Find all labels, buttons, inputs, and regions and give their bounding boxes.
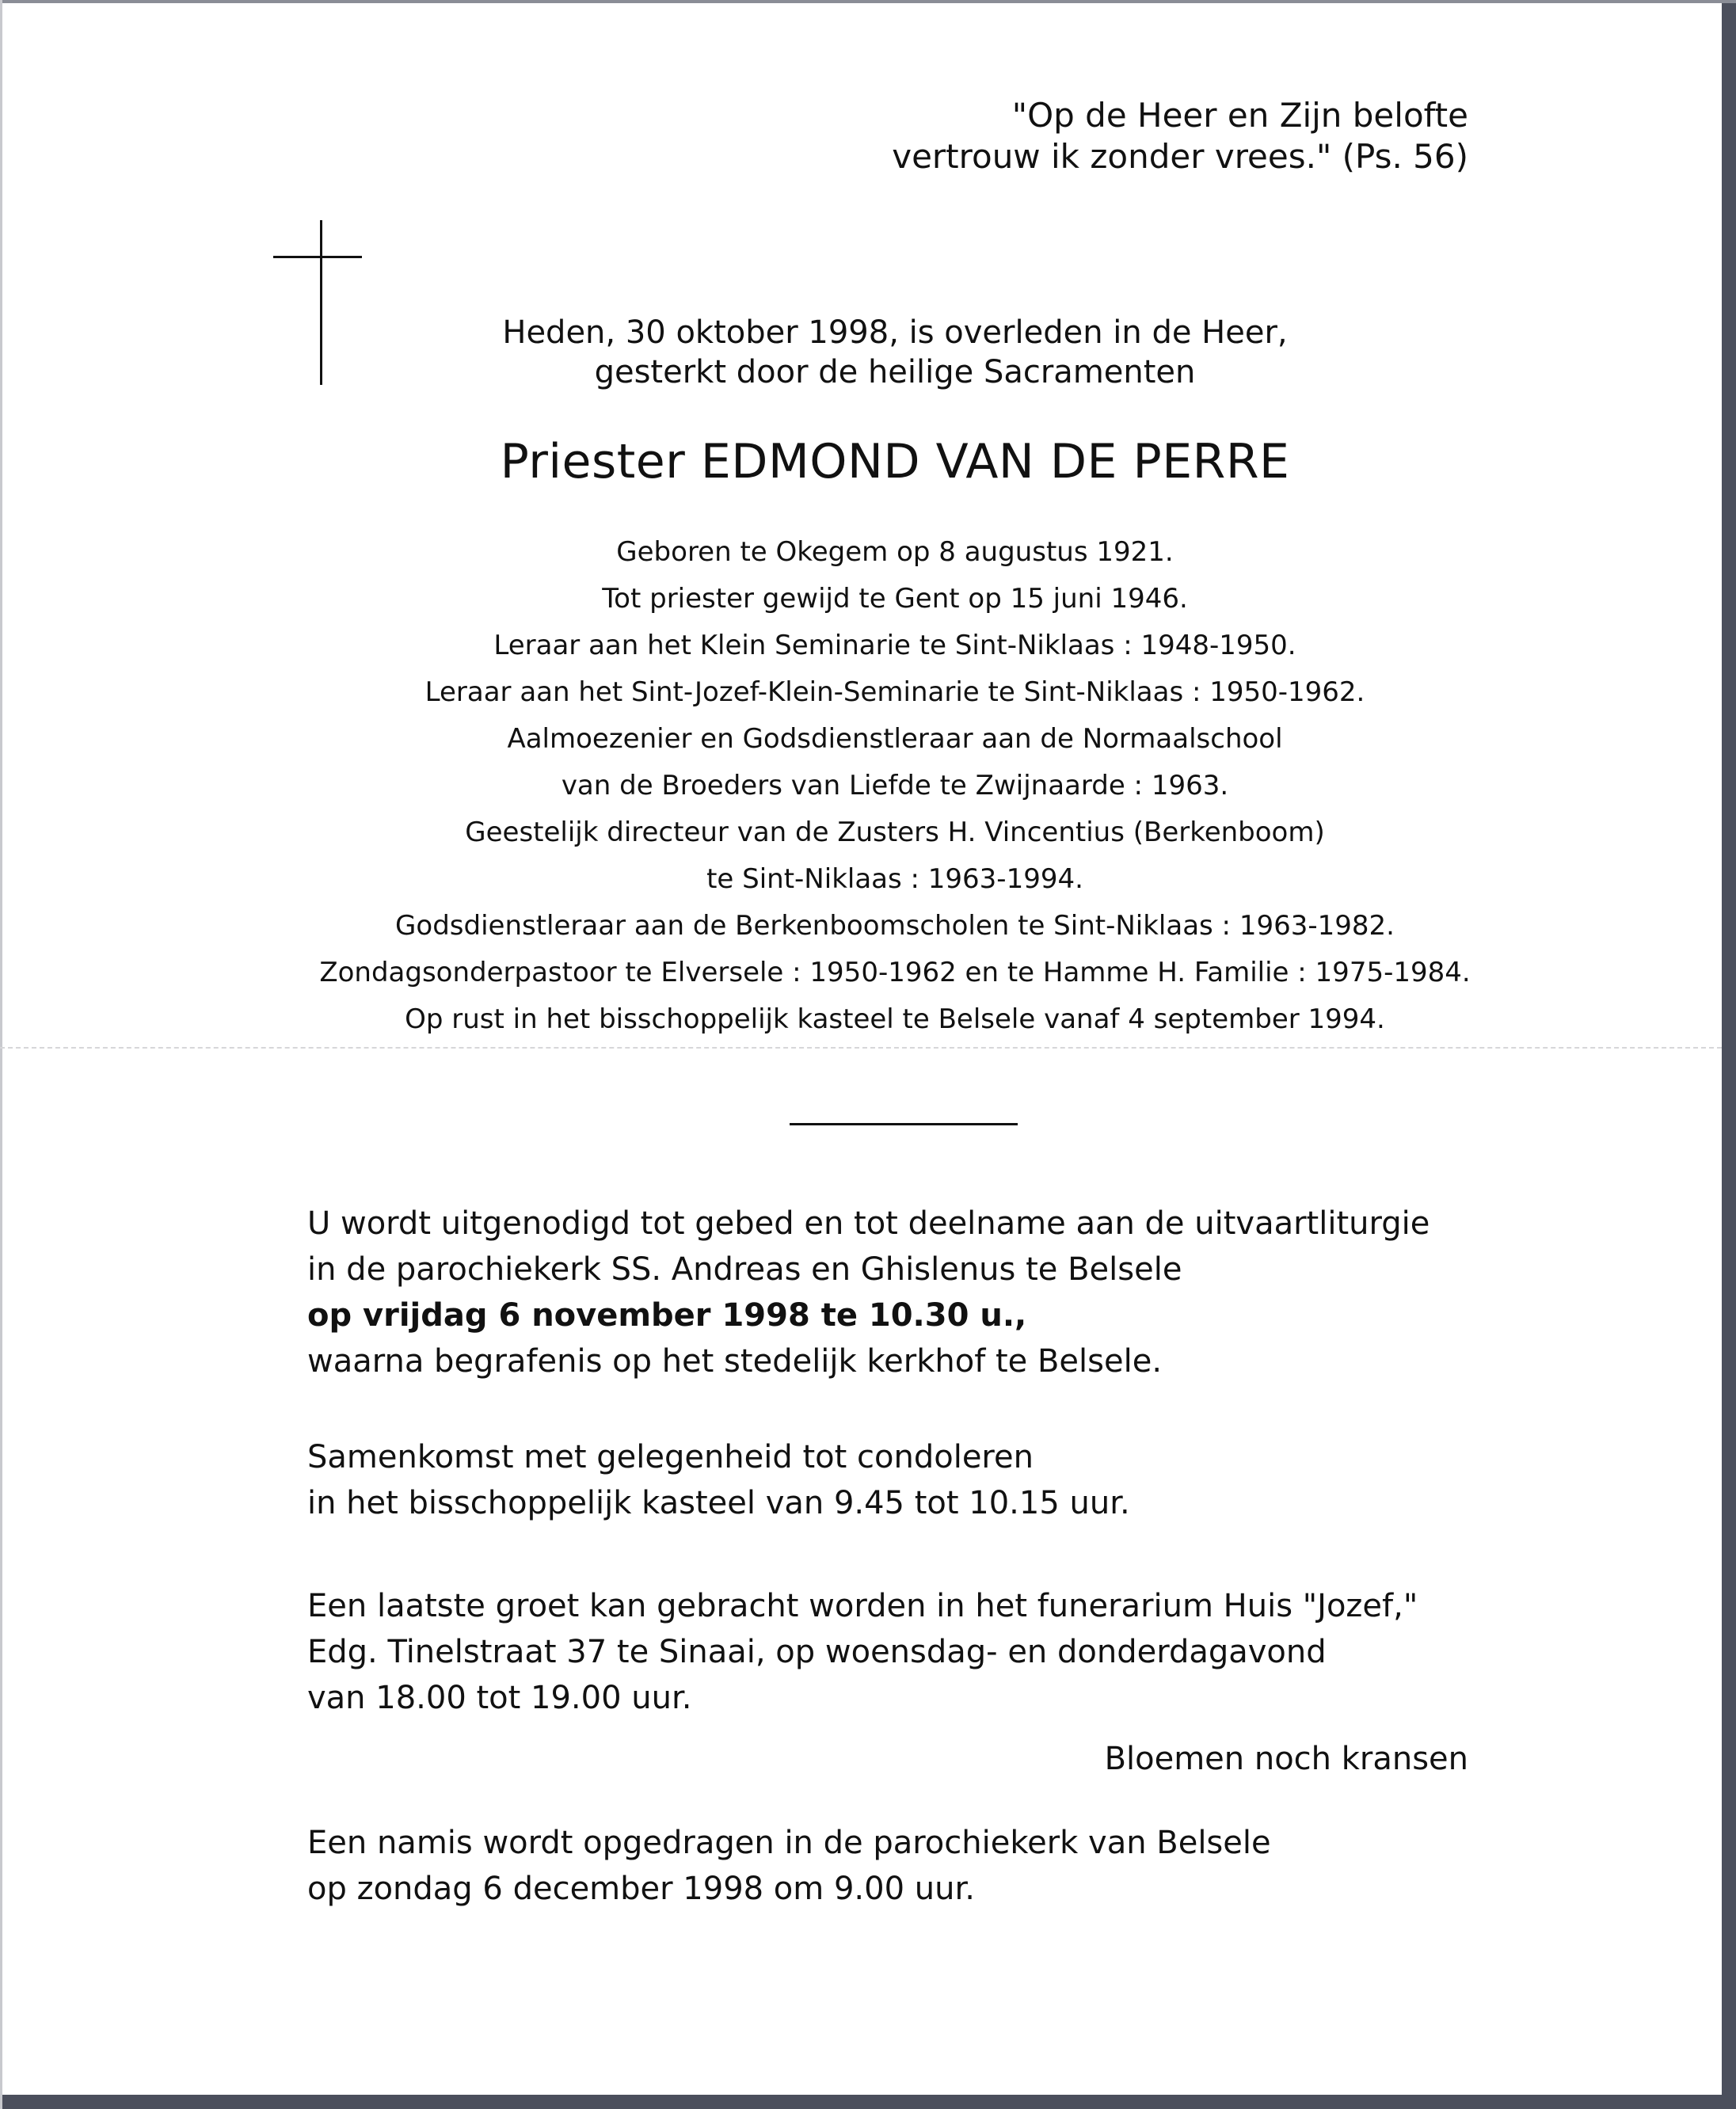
death-announcement-line-1: Heden, 30 oktober 1998, is overleden in de Heer, bbox=[502, 314, 1288, 351]
card-top-edge bbox=[0, 0, 1736, 3]
cross-vertical-bar bbox=[320, 220, 322, 385]
memorial-mass-line-1: Een namis wordt opgedragen in de parochiekerk van Belsele bbox=[307, 1825, 1271, 1861]
condolence-gathering-line-2: in het bisschoppelijk kasteel van 9.45 tot 10.15 uur. bbox=[307, 1485, 1130, 1521]
funeral-invitation bbox=[307, 1201, 1495, 1384]
final-farewell bbox=[307, 1583, 1495, 1721]
biography-item: Leraar aan het Sint-Jozef-Klein-Seminarie te Sint-Niklaas : 1950-1962. bbox=[424, 676, 1365, 708]
final-farewell-line-3: van 18.00 tot 19.00 uur. bbox=[307, 1680, 692, 1716]
psalm-quote-line-1: "Op de Heer en Zijn belofte bbox=[1011, 96, 1468, 135]
no-flowers-note: Bloemen noch kransen bbox=[1104, 1741, 1468, 1777]
funeral-invitation-line-4: waarna begrafenis op het stedelijk kerkhof te Belsele. bbox=[307, 1343, 1163, 1380]
biography-item: Godsdienstleraar aan de Berkenboomscholen te Sint-Niklaas : 1963-1982. bbox=[395, 910, 1395, 942]
cross-horizontal-bar bbox=[273, 256, 362, 258]
biography-item: Geestelijk directeur van de Zusters H. Vincentius (Berkenboom) bbox=[465, 817, 1325, 848]
funeral-invitation-line-2: in de parochiekerk SS. Andreas en Ghislenus te Belsele bbox=[307, 1251, 1182, 1288]
psalm-quote bbox=[676, 95, 1468, 177]
biography-item: Aalmoezenier en Godsdienstleraar aan de Normaalschool bbox=[507, 723, 1283, 755]
death-announcement-line-2: gesterkt door de heilige Sacramenten bbox=[594, 354, 1196, 390]
fold-line bbox=[0, 1047, 1722, 1049]
funeral-date-time: op vrijdag 6 november 1998 te 10.30 u., bbox=[307, 1297, 1027, 1334]
cross-icon bbox=[273, 220, 362, 385]
biography-item: Leraar aan het Klein Seminarie te Sint-Niklaas : 1948-1950. bbox=[493, 630, 1296, 661]
card-left-edge bbox=[0, 0, 2, 2109]
biography-item: te Sint-Niklaas : 1963-1994. bbox=[706, 863, 1083, 895]
final-farewell-line-1: Een laatste groet kan gebracht worden in het funerarium Huis "Jozef," bbox=[307, 1588, 1418, 1624]
biography-item: Tot priester gewijd te Gent op 15 juni 1946. bbox=[602, 583, 1188, 615]
biography-item: van de Broeders van Liefde te Zwijnaarde : 1963. bbox=[561, 770, 1229, 801]
biography-item: Zondagsonderpastoor te Elversele : 1950-1962 en te Hamme H. Familie : 1975-1984. bbox=[319, 957, 1471, 988]
psalm-quote-line-2: vertrouw ik zonder vrees." (Ps. 56) bbox=[892, 137, 1468, 176]
biography-item: Op rust in het bisschoppelijk kasteel te Belsele vanaf 4 september 1994. bbox=[405, 1003, 1385, 1035]
biography-list bbox=[261, 529, 1529, 1043]
memorial-mass bbox=[307, 1820, 1495, 1912]
death-announcement bbox=[396, 313, 1394, 392]
condolence-gathering bbox=[307, 1434, 1495, 1526]
final-farewell-line-2: Edg. Tinelstraat 37 te Sinaai, op woensdag- en donderdagavond bbox=[307, 1634, 1327, 1670]
section-divider bbox=[790, 1123, 1018, 1125]
memorial-mass-line-2: op zondag 6 december 1998 om 9.00 uur. bbox=[307, 1871, 975, 1907]
deceased-name: Priester EDMOND VAN DE PERRE bbox=[500, 434, 1290, 489]
funeral-invitation-line-1: U wordt uitgenodigd tot gebed en tot deelname aan de uitvaartliturgie bbox=[307, 1205, 1430, 1242]
condolence-gathering-line-1: Samenkomst met gelegenheid tot condoleren bbox=[307, 1439, 1034, 1475]
biography-item: Geboren te Okegem op 8 augustus 1921. bbox=[616, 536, 1174, 568]
